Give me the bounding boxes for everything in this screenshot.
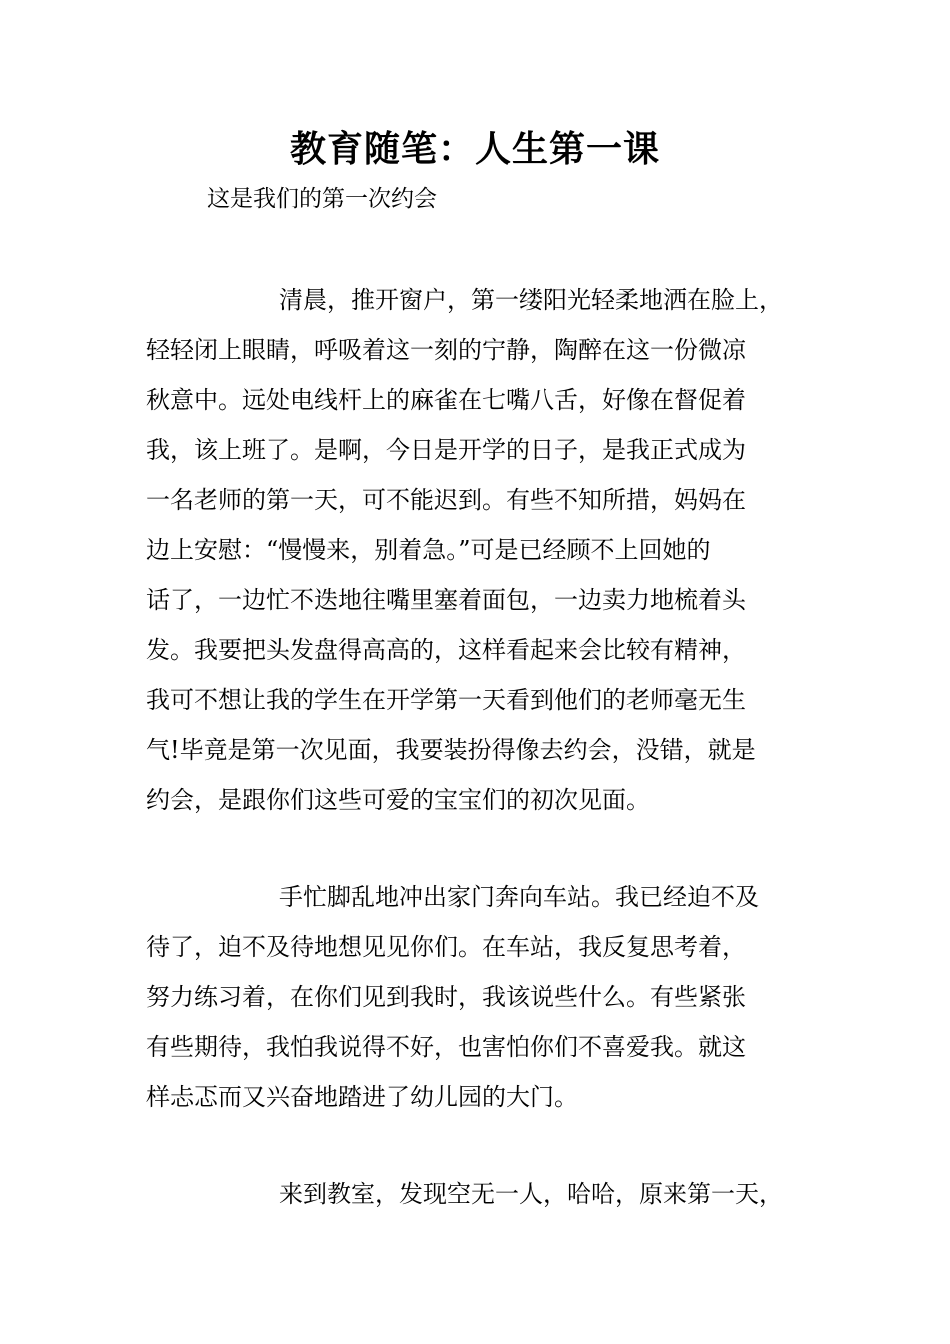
document-subtitle: 这是我们的第一次约会 — [207, 186, 437, 212]
paragraph-line: 有些期待，我怕我说得不好，也害怕你们不喜爱我。就这 — [146, 1033, 746, 1061]
paragraph-line: 手忙脚乱地冲出家门奔向车站。我已经迫不及 — [279, 883, 759, 911]
paragraph-line: 话了，一边忙不迭地往嘴里塞着面包，一边卖力地梳着头 — [146, 586, 746, 614]
paragraph-2 — [146, 872, 826, 1122]
paragraph-line: 秋意中。远处电线杆上的麻雀在七嘴八舌，好像在督促着 — [146, 386, 746, 414]
paragraph-line: 我，该上班了。是啊，今日是开学的日子，是我正式成为 — [146, 436, 746, 464]
paragraph-1 — [146, 275, 826, 825]
paragraph-line: 边上安慰：“慢慢来，别着急。”可是已经顾不上回她的 — [146, 536, 711, 564]
paragraph-line: 样忐忑而又兴奋地踏进了幼儿园的大门。 — [146, 1083, 578, 1111]
paragraph-line: 来到教室，发现空无一人，哈哈，原来第一天， — [279, 1180, 783, 1208]
paragraph-line: 努力练习着，在你们见到我时，我该说些什么。有些紧张 — [146, 983, 746, 1011]
paragraph-line: 轻轻闭上眼睛，呼吸着这一刻的宁静，陶醉在这一份微凉 — [146, 336, 746, 364]
paragraph-line: 气!毕竟是第一次见面，我要装扮得像去约会，没错，就是 — [146, 736, 756, 764]
paragraph-line: 发。我要把头发盘得高高的，这样看起来会比较有精神， — [146, 636, 746, 664]
document-title: 教育随笔：人生第一课 — [289, 129, 660, 170]
paragraph-line: 约会，是跟你们这些可爱的宝宝们的初次见面。 — [146, 786, 650, 814]
paragraph-line: 我可不想让我的学生在开学第一天看到他们的老师毫无生 — [146, 686, 746, 714]
paragraph-3 — [146, 1169, 826, 1219]
paragraph-line: 一名老师的第一天，可不能迟到。有些不知所措，妈妈在 — [146, 486, 746, 514]
paragraph-line: 清晨，推开窗户，第一缕阳光轻柔地洒在脸上， — [279, 286, 783, 314]
paragraph-line: 待了，迫不及待地想见见你们。在车站，我反复思考着， — [146, 933, 746, 961]
